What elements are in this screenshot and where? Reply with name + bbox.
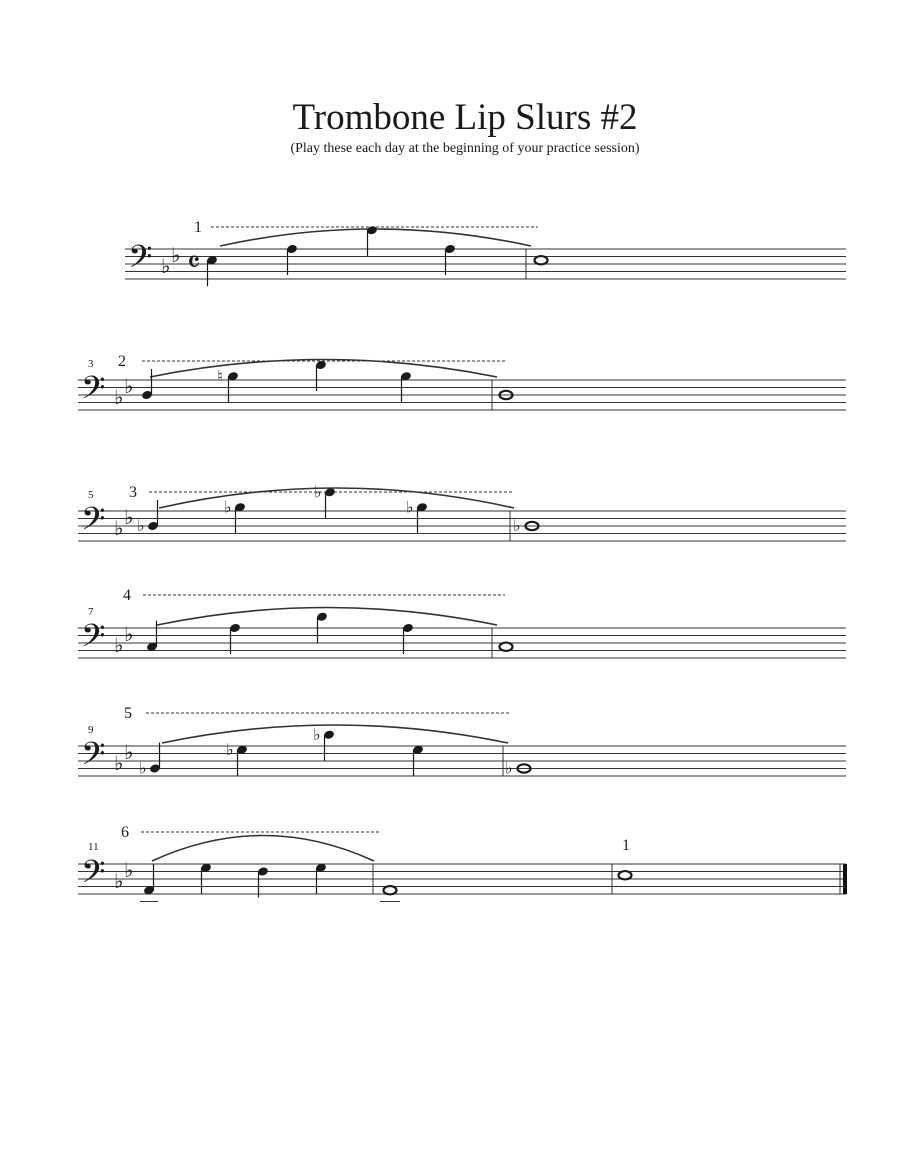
slur [152,836,374,862]
exercise-number: 1 [622,837,630,854]
measure-number: 9 [88,724,94,736]
page-title: Trombone Lip Slurs #2 [292,97,638,138]
exercise-number: 3 [129,484,137,501]
bass-clef-icon: 𝄢 [81,502,106,545]
staff-system [78,705,846,780]
flat-icon: ♭ [313,726,321,744]
bass-clef-icon: 𝄢 [81,619,106,662]
slur [159,488,514,508]
flat-icon: ♭ [124,741,134,764]
slur [157,608,497,626]
flat-icon: ♭ [137,518,145,535]
whole-note [500,643,513,651]
bass-clef-icon: 𝄢 [81,737,106,780]
flat-icon: ♭ [505,760,513,778]
natural-icon: ♮ [217,368,223,386]
flat-icon: ♭ [224,499,232,517]
flat-icon: ♭ [171,244,181,267]
exercise-number: 2 [118,353,126,370]
page-subtitle: (Play these each day at the beginning of your practice session) [290,141,640,156]
flat-icon: ♭ [114,635,124,657]
measure-number: 7 [88,606,94,618]
flat-icon: ♭ [124,623,134,646]
bass-clef-icon: 𝄢 [81,855,106,898]
flat-icon: ♭ [406,499,414,517]
bass-clef-icon: 𝄢 [128,240,153,283]
flat-icon: ♭ [114,753,124,775]
flat-icon: ♭ [513,518,521,535]
staff-system [78,484,846,545]
bass-clef-icon: 𝄢 [81,371,106,414]
flat-icon: ♭ [314,484,322,502]
flat-icon: ♭ [114,518,124,540]
whole-note [535,256,548,264]
whole-note [384,886,397,894]
flat-icon: ♭ [114,387,124,409]
staff-system [78,587,846,662]
measure-number: 3 [88,358,94,370]
slur [162,725,508,743]
exercise-number: 6 [121,824,129,841]
exercise-number: 5 [124,705,132,722]
flat-icon: ♭ [139,760,147,778]
staff-system [125,219,846,286]
measure-number: 5 [88,489,94,501]
flat-icon: ♭ [124,375,134,398]
exercise-number: 4 [123,587,131,604]
exercise-number: 1 [194,219,202,236]
flat-icon: ♭ [226,741,234,759]
flat-icon: ♭ [124,859,134,882]
staff-system [78,353,846,414]
flat-icon: ♭ [124,506,134,529]
flat-icon: ♭ [161,256,171,278]
staff-system [78,824,846,902]
common-time-icon: 𝄴 [187,246,201,280]
measure-number: 11 [88,841,99,853]
whole-note [619,871,632,879]
flat-icon: ♭ [114,871,124,893]
